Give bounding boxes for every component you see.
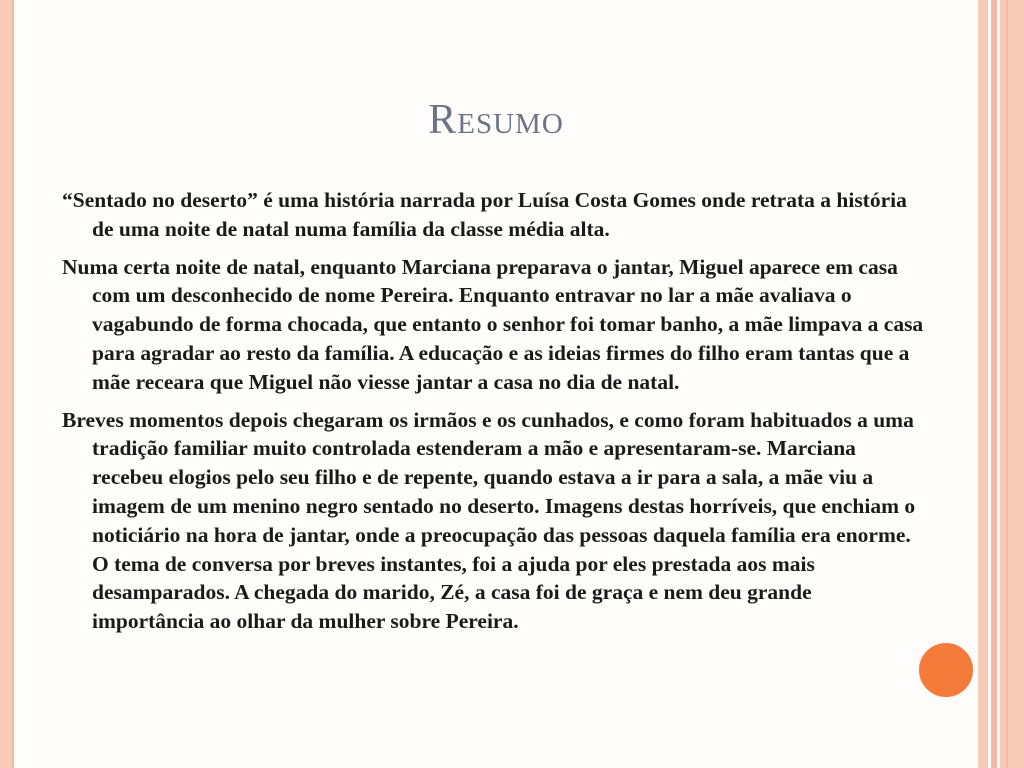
right-border-stripe bbox=[978, 0, 988, 768]
slide-body bbox=[62, 186, 924, 645]
accent-circle bbox=[916, 640, 976, 700]
paragraph-2: Numa certa noite de natal, enquanto Marciana preparava o jantar, Miguel aparece em casa com um desconhecido de nome Pereira. Enquanto entravar no lar a mãe avaliava o vagabundo de forma chocada, que entanto o senhor foi tomar banho, a mãe limpava a casa para agradar ao resto da família. A educação e as ideias firmes do filho eram tantas que a mãe receara que Miguel não viesse jantar a casa no dia de natal. bbox=[62, 254, 924, 394]
paragraph-1: “Sentado no deserto” é uma história narrada por Luísa Costa Gomes onde retrata a história de uma noite de natal numa família da classe média alta. bbox=[62, 188, 907, 241]
left-border-decoration bbox=[0, 0, 12, 768]
right-border-stripe bbox=[1000, 0, 1024, 768]
paragraph-3: Breves momentos depois chegaram os irmãos e os cunhados, e como foram habituados a uma tradição familiar muito controlada estenderam a mão e apresentaram-se. Marciana recebeu elogios pelo seu filho e de repente, quando estava a ir para a sala, a mãe viu a imagem de um menino negro sentado no deserto. Imagens destas horríveis, que enchiam o noticiário na hora de jantar, onde a preocupação das pessoas daquela família era enorme. O tema de conversa por breves instantes, foi a ajuda por eles prestada aos mais desamparados. A chegada do marido, Zé, a casa foi de graça e nem deu grande importância ao olhar da mulher sobre Pereira. bbox=[62, 407, 916, 634]
slide-title: Resumo bbox=[428, 97, 564, 143]
right-border-line bbox=[1006, 0, 1008, 768]
